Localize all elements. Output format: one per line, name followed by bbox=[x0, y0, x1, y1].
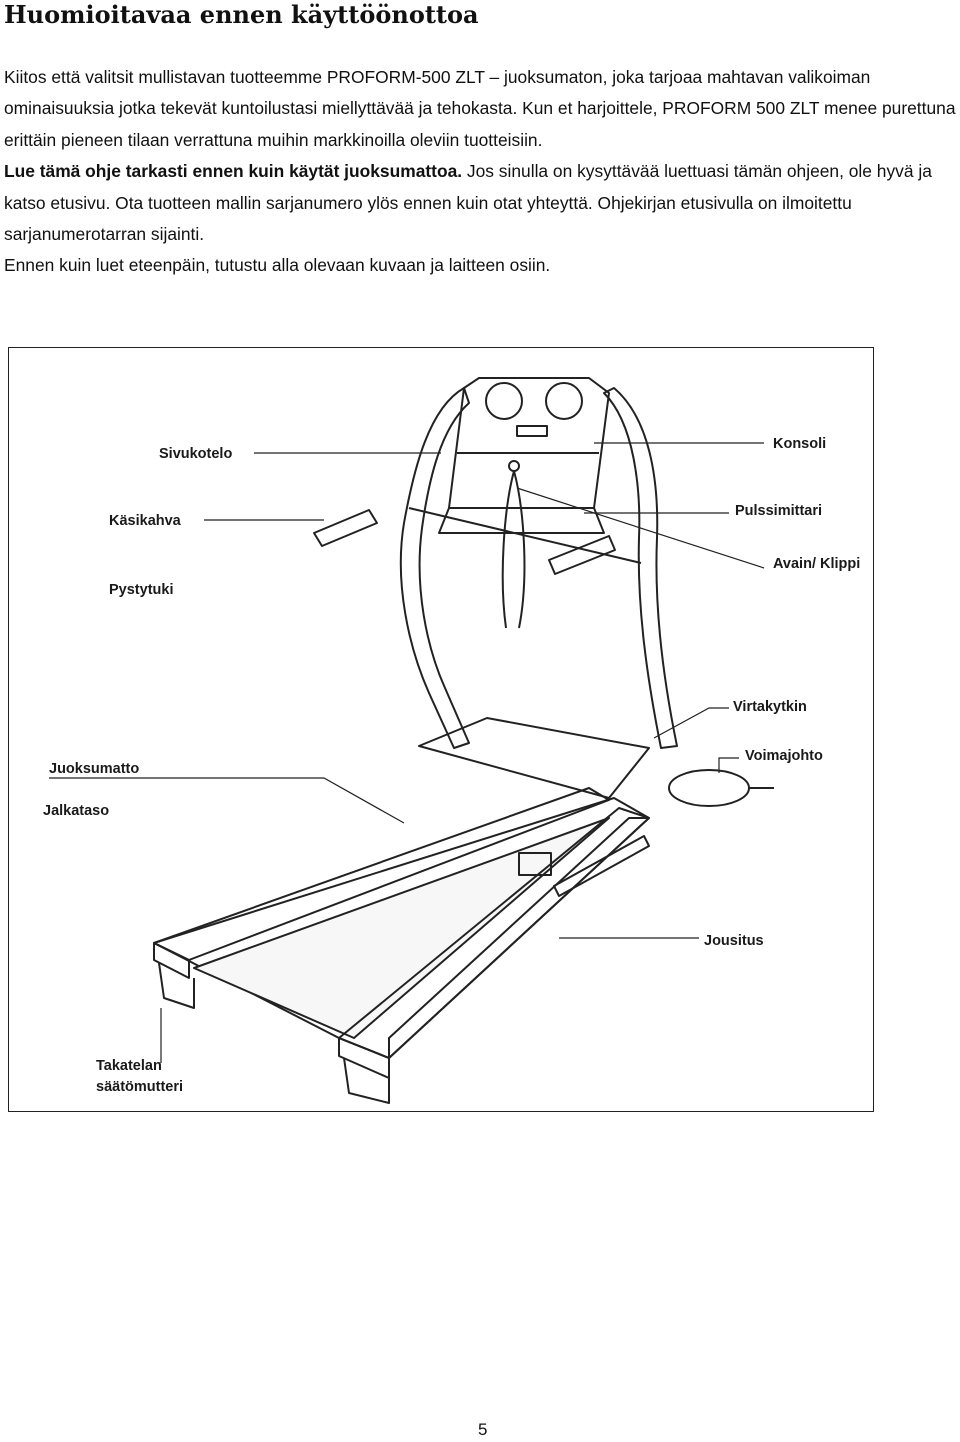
label-sivukotelo: Sivukotelo bbox=[159, 446, 233, 462]
label-takatelan-line1: Takatelan bbox=[96, 1058, 162, 1074]
treadmill-illustration bbox=[9, 348, 875, 1113]
treadmill-figure bbox=[8, 347, 874, 1112]
label-juoksumatto: Juoksumatto bbox=[49, 761, 140, 777]
page-number: 5 bbox=[478, 1420, 488, 1439]
motor-hood bbox=[419, 718, 649, 798]
label-virtakytkin: Virtakytkin bbox=[733, 699, 807, 715]
right-handgrip bbox=[549, 536, 615, 574]
leader-avain bbox=[517, 488, 764, 568]
right-upright bbox=[604, 388, 677, 748]
instruction-paragraph bbox=[4, 156, 956, 250]
label-kasikahva: Käsikahva bbox=[109, 513, 181, 529]
intro-text bbox=[4, 62, 956, 282]
leader-virtakytkin bbox=[654, 708, 729, 738]
intro-paragraph: Kiitos että valitsit mullistavan tuotteemme PROFORM-500 ZLT – juoksumaton, joka tarjoaa mahtavan valikoiman ominaisuuksia jotka tekevät kuntoilustasi miellyttävää ja tehokasta. Kun et harjoittele, PROFORM 500 ZLT menee purettuna erittäin pieneen tilaan verrattuna muihin markkinoilla oleviin tuotteisiin. bbox=[4, 67, 956, 150]
console-body bbox=[449, 378, 609, 508]
label-takatelan-line2: säätömutteri bbox=[96, 1079, 184, 1095]
contact-instructions: Jos sinulla on kysyttävää luettuasi tämän ohjeen, ole hyvä ja katso etusivu. Ota tuotteen mallin sarjanumero ylös ennen kuin otat yhteyttä. Ohjekirjan etusivulla on ilmoitettu sarjanumerotarran sijainti. bbox=[4, 161, 932, 245]
console-left-gauge bbox=[486, 383, 522, 419]
console-right-gauge bbox=[546, 383, 582, 419]
right-rear-foot bbox=[344, 1058, 389, 1103]
label-jousitus: Jousitus bbox=[704, 933, 764, 949]
left-handgrip bbox=[314, 510, 377, 546]
safety-key bbox=[509, 461, 519, 471]
label-konsoli: Konsoli bbox=[773, 436, 827, 452]
running-belt bbox=[194, 818, 609, 1038]
treadmill-drawing bbox=[154, 378, 774, 1103]
read-manual-notice: Lue tämä ohje tarkasti ennen kuin käytät juoksumattoa. bbox=[4, 161, 463, 182]
label-jalkataso: Jalkataso bbox=[43, 803, 110, 819]
left-upright bbox=[401, 388, 469, 748]
power-cord-coil bbox=[669, 770, 749, 806]
label-pystytuki: Pystytuki bbox=[109, 582, 174, 598]
page-heading: Huomioitavaa ennen käyttöönottoa bbox=[4, 0, 479, 29]
figure-intro-paragraph: Ennen kuin luet eteenpäin, tutustu alla olevaan kuvaan ja laitteen osiin. bbox=[4, 255, 551, 276]
label-voimajohto: Voimajohto bbox=[745, 748, 823, 764]
label-avain-klippi: Avain/ Klippi bbox=[773, 556, 861, 572]
label-pulssimittari: Pulssimittari bbox=[735, 503, 823, 519]
console-logo bbox=[517, 426, 547, 436]
safety-key-cord bbox=[503, 471, 525, 628]
left-rear-cap bbox=[154, 943, 189, 978]
